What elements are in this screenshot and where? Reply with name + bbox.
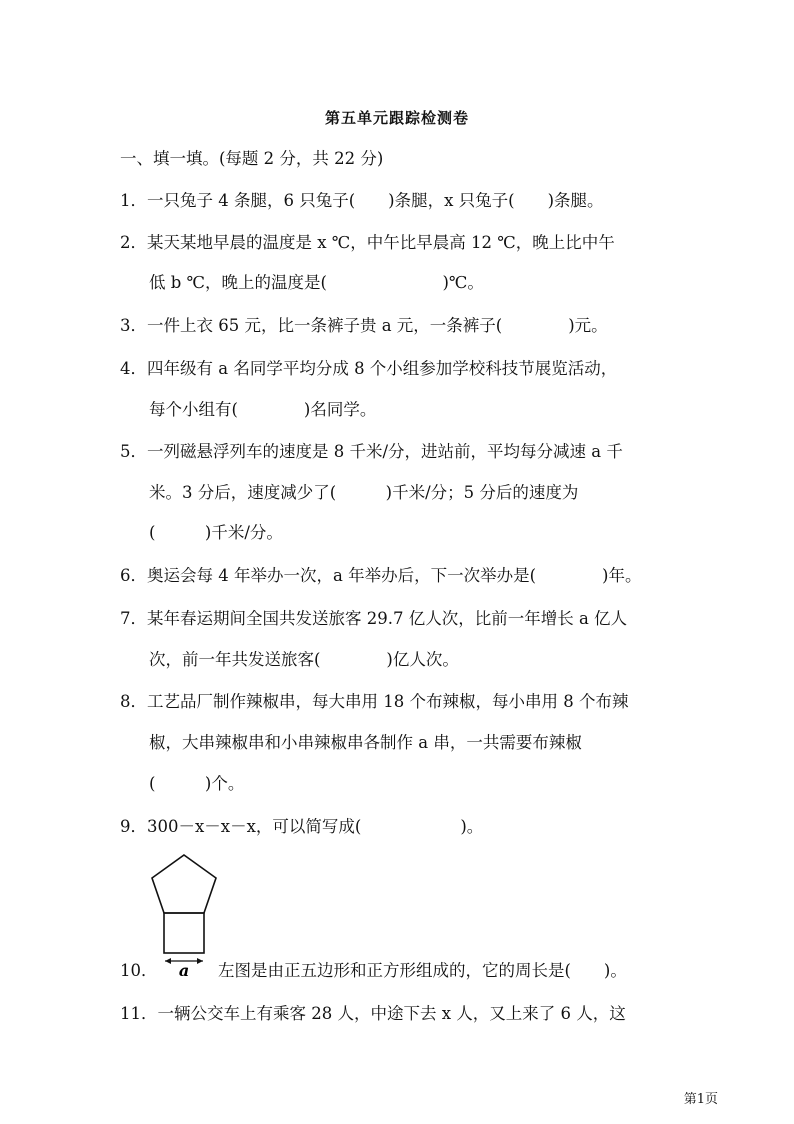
question-5-line-1: 5．一列磁悬浮列车的速度是 8 千米/分，进站前，平均每分减速 a 千 — [120, 442, 623, 461]
question-9: 9．300－x－x－x，可以简写成( )。 — [120, 817, 484, 836]
question-2-line-2: 低 b ℃，晚上的温度是( )℃。 — [149, 273, 484, 292]
question-7-line-1: 7．某年春运期间全国共发送旅客 29.7 亿人次，比前一年增长 a 亿人 — [120, 609, 628, 628]
question-5-line-2: 米。3 分后，速度减少了( )千米/分；5 分后的速度为 — [149, 483, 579, 502]
question-1: 1．一只兔子 4 条腿，6 只兔子( )条腿，x 只兔子( )条腿。 — [120, 191, 604, 210]
page-title: 第五单元跟踪检测卷 — [324, 109, 469, 127]
question-2-line-1: 2．某天某地早晨的温度是 x ℃，中午比早晨高 12 ℃，晚上比中午 — [120, 233, 615, 252]
pentagon-square-figure — [148, 852, 220, 982]
question-4-line-2: 每个小组有( )名同学。 — [149, 400, 377, 419]
question-8-line-2: 椒，大串辣椒串和小串辣椒串各制作 a 串，一共需要布辣椒 — [149, 733, 582, 752]
question-8-line-3: ( )个。 — [149, 774, 245, 793]
question-7-line-2: 次，前一年共发送旅客( )亿人次。 — [149, 650, 459, 669]
question-6: 6．奥运会每 4 年举办一次，a 年举办后，下一次举办是( )年。 — [120, 566, 642, 585]
question-4-line-1: 4．四年级有 a 名同学平均分成 8 个小组参加学校科技节展览活动， — [120, 359, 618, 378]
question-8-line-1: 8．工艺品厂制作辣椒串，每大串用 18 个布辣椒，每小串用 8 个布辣 — [120, 692, 629, 711]
question-10-number: 10． — [120, 961, 158, 980]
page-number: 第1页 — [683, 1092, 718, 1107]
figure-side-label: a — [178, 961, 190, 980]
section-heading: 一、填一填。(每题 2 分，共 22 分) — [120, 149, 384, 168]
question-3: 3．一件上衣 65 元，比一条裤子贵 a 元，一条裤子( )元。 — [120, 316, 608, 335]
question-11-line-1: 11．一辆公交车上有乘客 28 人，中途下去 x 人，又上来了 6 人，这 — [120, 1004, 626, 1023]
question-10-text: 左图是由正五边形和正方形组成的，它的周长是( )。 — [218, 961, 627, 980]
question-5-line-3: ( )千米/分。 — [149, 523, 283, 542]
